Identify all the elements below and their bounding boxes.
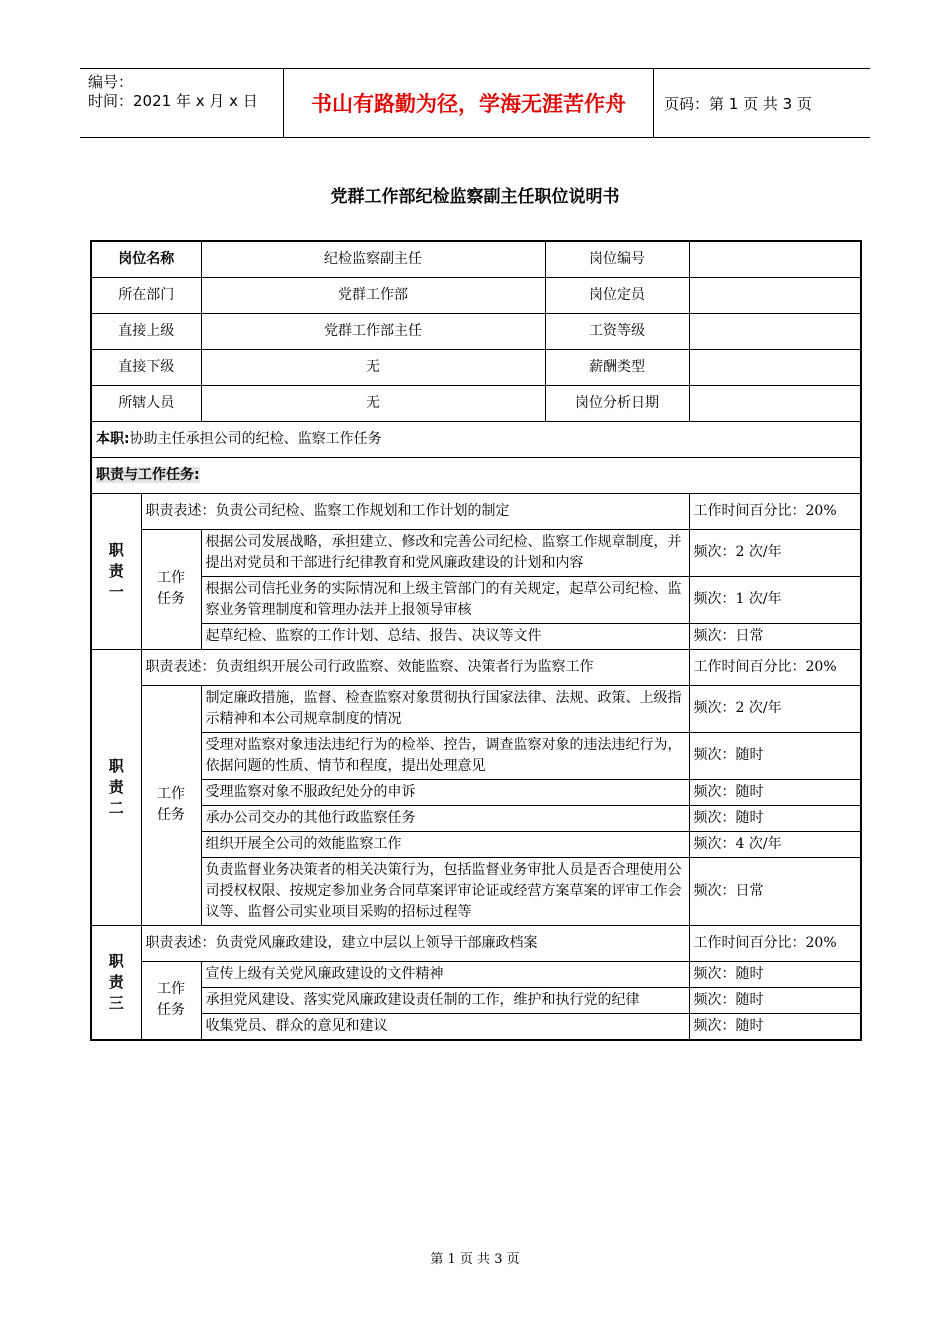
task-text: 受理对监察对象违法违纪行为的检举、控告，调查监察对象的违法违纪行为，依据问题的性质、情节和程度，提出处理意见 — [201, 732, 689, 779]
duty-title-char: 责 — [108, 777, 124, 796]
duty-title-char: 职 — [108, 951, 124, 970]
headcount-value — [689, 277, 861, 313]
task-label: 工作任务 — [157, 786, 185, 823]
subordinate-value: 无 — [201, 349, 545, 385]
analysis-date-value — [689, 385, 861, 421]
task-text: 受理监察对象不服政纪处分的申诉 — [201, 779, 689, 805]
task-label-cell — [141, 529, 201, 649]
task-frequency: 频次：1 次/年 — [689, 576, 861, 623]
duty-statement-row — [91, 925, 861, 961]
task-text: 组织开展全公司的效能监察工作 — [201, 831, 689, 857]
pay-type-label: 薪酬类型 — [545, 349, 689, 385]
task-text: 承担党风建设、落实党风廉政建设责任制的工作，维护和执行党的纪律 — [201, 987, 689, 1013]
task-text: 宣传上级有关党风廉政建设的文件精神 — [201, 961, 689, 987]
analysis-date-label: 岗位分析日期 — [545, 385, 689, 421]
row-staff — [91, 385, 861, 421]
task-frequency: 频次：随时 — [689, 987, 861, 1013]
duty-main-text: 协助主任承担公司的纪检、监察工作任务 — [129, 430, 382, 447]
row-duties-header — [91, 457, 861, 493]
duty-percent: 工作时间百分比：20% — [689, 649, 861, 685]
task-label-cell — [141, 685, 201, 925]
duty-main-label: 本职: — [96, 430, 130, 447]
row-position-name — [91, 241, 861, 277]
task-row — [91, 961, 861, 987]
salary-grade-label: 工资等级 — [545, 313, 689, 349]
task-text: 根据公司信托业务的实际情况和上级主管部门的有关规定，起草公司纪检、监察业务管理制度和管理办法并上报领导审核 — [201, 576, 689, 623]
page-header — [80, 68, 870, 138]
task-text: 制定廉政措施，监督、检查监察对象贯彻执行国家法律、法规、政策、上级指示精神和本公司规章制度的情况 — [201, 685, 689, 732]
time-label: 时间：2021 年 x 月 x 日 — [88, 92, 258, 110]
superior-label: 直接上级 — [91, 313, 201, 349]
task-frequency: 频次：日常 — [689, 857, 861, 925]
task-row — [91, 576, 861, 623]
duty-title-char: 责 — [108, 972, 124, 991]
task-text: 根据公司发展战略，承担建立、修改和完善公司纪检、监察工作规章制度，并提出对党员和干部进行纪律教育和党风廉政建设的计划和内容 — [201, 529, 689, 576]
position-name-value: 纪检监察副主任 — [201, 241, 545, 277]
task-frequency: 频次：2 次/年 — [689, 529, 861, 576]
task-row — [91, 685, 861, 732]
duty-title-cell — [91, 925, 141, 1040]
headcount-label: 岗位定员 — [545, 277, 689, 313]
task-row — [91, 779, 861, 805]
header-motto: 书山有路勤为径，学海无涯苦作舟 — [283, 69, 654, 137]
row-duty-main — [91, 421, 861, 457]
task-text: 起草纪检、监察的工作计划、总结、报告、决议等文件 — [201, 623, 689, 649]
task-frequency: 频次：日常 — [689, 623, 861, 649]
row-dept — [91, 277, 861, 313]
document-title: 党群工作部纪检监察副主任职位说明书 — [330, 187, 620, 207]
duties-header-label: 职责与工作任务: — [96, 466, 200, 483]
task-frequency: 频次：随时 — [689, 1013, 861, 1040]
number-label: 编号： — [88, 73, 134, 91]
pay-type-value — [689, 349, 861, 385]
duty-percent: 工作时间百分比：20% — [689, 493, 861, 529]
task-row — [91, 529, 861, 576]
task-text: 承办公司交办的其他行政监察任务 — [201, 805, 689, 831]
task-row — [91, 732, 861, 779]
duties-header-cell — [91, 457, 861, 493]
task-row — [91, 857, 861, 925]
task-frequency: 频次：2 次/年 — [689, 685, 861, 732]
task-label: 工作任务 — [157, 981, 185, 1018]
job-description-table — [90, 240, 862, 1041]
duty-percent: 工作时间百分比：20% — [689, 925, 861, 961]
task-frequency: 频次：随时 — [689, 779, 861, 805]
row-superior — [91, 313, 861, 349]
duty-statement: 职责表述：负责党风廉政建设，建立中层以上领导干部廉政档案 — [141, 925, 689, 961]
task-frequency: 频次：随时 — [689, 805, 861, 831]
task-label: 工作任务 — [157, 570, 185, 607]
header-meta — [80, 69, 283, 137]
task-row — [91, 831, 861, 857]
task-frequency: 频次：随时 — [689, 961, 861, 987]
duty-statement: 职责表述：负责公司纪检、监察工作规划和工作计划的制定 — [141, 493, 689, 529]
task-label-cell — [141, 961, 201, 1040]
dept-value: 党群工作部 — [201, 277, 545, 313]
task-row — [91, 1013, 861, 1040]
duty-title-char: 责 — [108, 561, 124, 580]
task-row — [91, 623, 861, 649]
task-frequency: 频次：4 次/年 — [689, 831, 861, 857]
row-subordinate — [91, 349, 861, 385]
position-name-label: 岗位名称 — [91, 241, 201, 277]
task-row — [91, 987, 861, 1013]
staff-value: 无 — [201, 385, 545, 421]
duty-title-char: 一 — [108, 582, 124, 601]
staff-label: 所辖人员 — [91, 385, 201, 421]
task-text: 负责监督业务决策者的相关决策行为，包括监督业务审批人员是否合理使用公司授权权限、按规定参加业务合同草案评审论证或经营方案草案的评审工作会议等、监督公司实业项目采购的招标过程等 — [201, 857, 689, 925]
position-no-value — [689, 241, 861, 277]
duty-statement: 职责表述：负责组织开展公司行政监察、效能监察、决策者行为监察工作 — [141, 649, 689, 685]
duty-title-char: 职 — [108, 540, 124, 559]
salary-grade-value — [689, 313, 861, 349]
subordinate-label: 直接下级 — [91, 349, 201, 385]
header-page-info: 页码：第 1 页 共 3 页 — [664, 94, 812, 113]
position-no-label: 岗位编号 — [545, 241, 689, 277]
superior-value: 党群工作部主任 — [201, 313, 545, 349]
duty-title-cell — [91, 649, 141, 925]
task-row — [91, 805, 861, 831]
task-frequency: 频次：随时 — [689, 732, 861, 779]
duty-statement-row — [91, 493, 861, 529]
duty-title-cell — [91, 493, 141, 649]
page-footer: 第 1 页 共 3 页 — [430, 1252, 520, 1267]
dept-label: 所在部门 — [91, 277, 201, 313]
duty-main-cell — [91, 421, 861, 457]
duty-title-char: 职 — [108, 756, 124, 775]
duty-statement-row — [91, 649, 861, 685]
task-text: 收集党员、群众的意见和建议 — [201, 1013, 689, 1040]
duty-title-char: 二 — [108, 798, 124, 817]
duty-title-char: 三 — [108, 993, 124, 1012]
